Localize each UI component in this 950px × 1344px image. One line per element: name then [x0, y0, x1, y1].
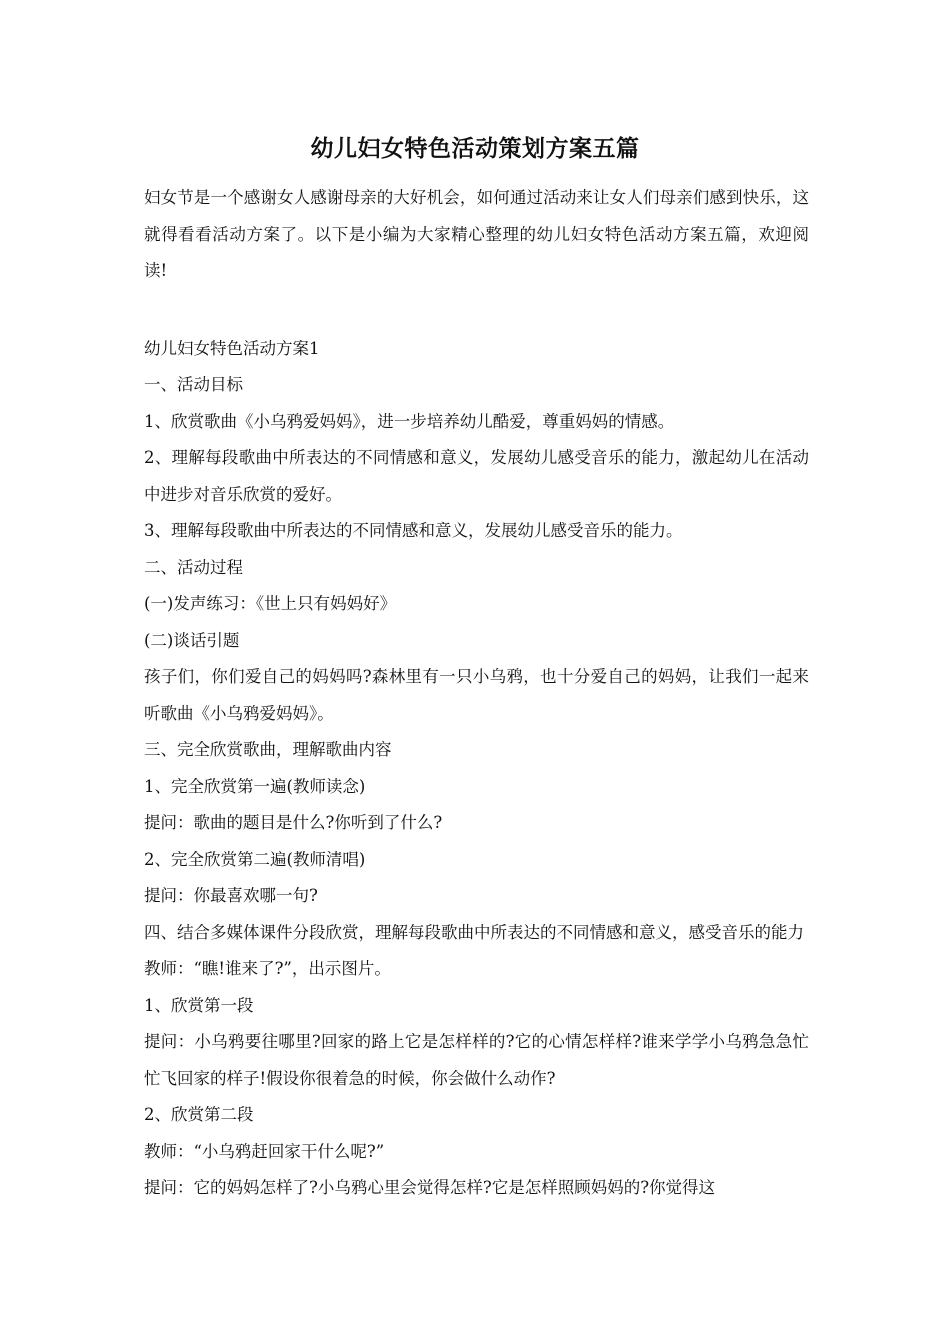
body-paragraph: 2、理解每段歌曲中所表达的不同情感和意义，发展幼儿感受音乐的能力，激起幼儿在活动中进步对音乐欣赏的爱好。: [144, 448, 809, 504]
subsection-heading: 三、完全欣赏歌曲，理解歌曲内容: [144, 740, 392, 759]
body-paragraph: 提问：歌曲的题目是什么?你听到了什么?: [144, 813, 443, 832]
section-heading: 幼儿妇女特色活动方案1: [144, 338, 320, 358]
body-paragraph: 2、欣赏第二段: [144, 1105, 254, 1124]
body-paragraph: 提问：它的妈妈怎样了?小乌鸦心里会觉得怎样?它是怎样照顾妈妈的?你觉得这: [144, 1178, 716, 1197]
body-paragraph: 提问：你最喜欢哪一句?: [144, 886, 318, 905]
body-paragraph: 3、理解每段歌曲中所表达的不同情感和意义，发展幼儿感受音乐的能力。: [144, 521, 683, 540]
body-paragraph: 1、欣赏歌曲《小乌鸦爱妈妈》，进一步培养幼儿酷爱，尊重妈妈的情感。: [144, 411, 675, 431]
document-title: 幼儿妇女特色活动策划方案五篇: [310, 135, 640, 162]
body-paragraph: 1、完全欣赏第一遍(教师读念): [144, 776, 366, 796]
body-paragraph: 孩子们，你们爱自己的妈妈吗?森林里有一只小乌鸦，也十分爱自己的妈妈，让我们一起来听歌曲《小乌鸦爱妈妈》。: [144, 667, 809, 723]
body-paragraph: 教师：“小乌鸦赶回家干什么呢?”: [144, 1141, 385, 1161]
intro-paragraph: 妇女节是一个感谢女人感谢母亲的大好机会，如何通过活动来让女人们母亲们感到快乐，这就得看看活动方案了。以下是小编为大家精心整理的幼儿妇女特色活动方案五篇，欢迎阅读!: [144, 188, 809, 280]
body-paragraph: 教师：“瞧!谁来了?”，出示图片。: [144, 959, 391, 978]
body-paragraph: (一)发声练习：《世上只有妈妈好》: [144, 594, 397, 613]
body-paragraph: (二)谈话引题: [144, 630, 240, 650]
subsection-heading: 二、活动过程: [144, 557, 243, 577]
subsection-heading: 四、结合多媒体课件分段欣赏，理解每段歌曲中所表达的不同情感和意义，感受音乐的能力: [144, 922, 804, 942]
body-paragraph: 提问：小乌鸦要往哪里?回家的路上它是怎样样的?它的心情怎样样?谁来学学小乌鸦急急忙忙飞回家的样子!假设你很着急的时候，你会做什么动作?: [144, 1032, 809, 1088]
body-paragraph: 1、欣赏第一段: [144, 995, 254, 1015]
paragraph-spacer: [144, 290, 809, 331]
document-body: [144, 180, 809, 1207]
subsection-heading: 一、活动目标: [144, 375, 243, 394]
body-paragraph: 2、完全欣赏第二遍(教师清唱): [144, 849, 366, 869]
